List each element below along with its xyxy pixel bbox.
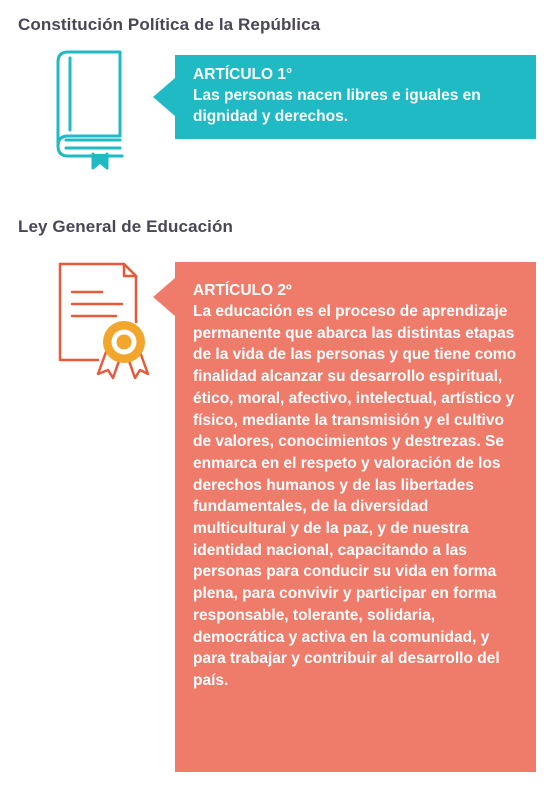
- certificate-icon: [58, 262, 150, 382]
- book-icon: [50, 50, 130, 172]
- section-title-constitucion: Constitución Política de la República: [18, 15, 321, 34]
- article-1-heading: ARTÍCULO 1°: [193, 66, 293, 83]
- article-2-text: La educación es el proceso de aprendizaje permanente que abarca las distintas etapas de la vida de las personas y que tiene como finalidad alcanzar su desarrollo espiritual, ético, moral, afectivo, intelectual, artístico y físico, mediante la transmisión y el cultivo de valores, conocimientos y destrezas. Se enmarca en el respeto y valoración de los derechos humanos y de las libertades fundamentales, de la diversidad multicultural y de la paz, y de nuestra identidad nacional, capacitando a las personas para conducir su vida en forma plena, para convivir y participar en forma responsable, tolerante, solidaria, democrática y activa en la comunidad, y para trabajar y contribuir al desarrollo del país.: [193, 303, 517, 689]
- article-2-heading: ARTÍCULO 2º: [193, 282, 292, 299]
- article-1-callout: [175, 55, 536, 139]
- article-1-text: Las personas nacen libres e iguales en dignidad y derechos.: [193, 87, 481, 125]
- section-title-ley-educacion: Ley General de Educación: [18, 217, 233, 236]
- article-2-callout: [175, 262, 536, 772]
